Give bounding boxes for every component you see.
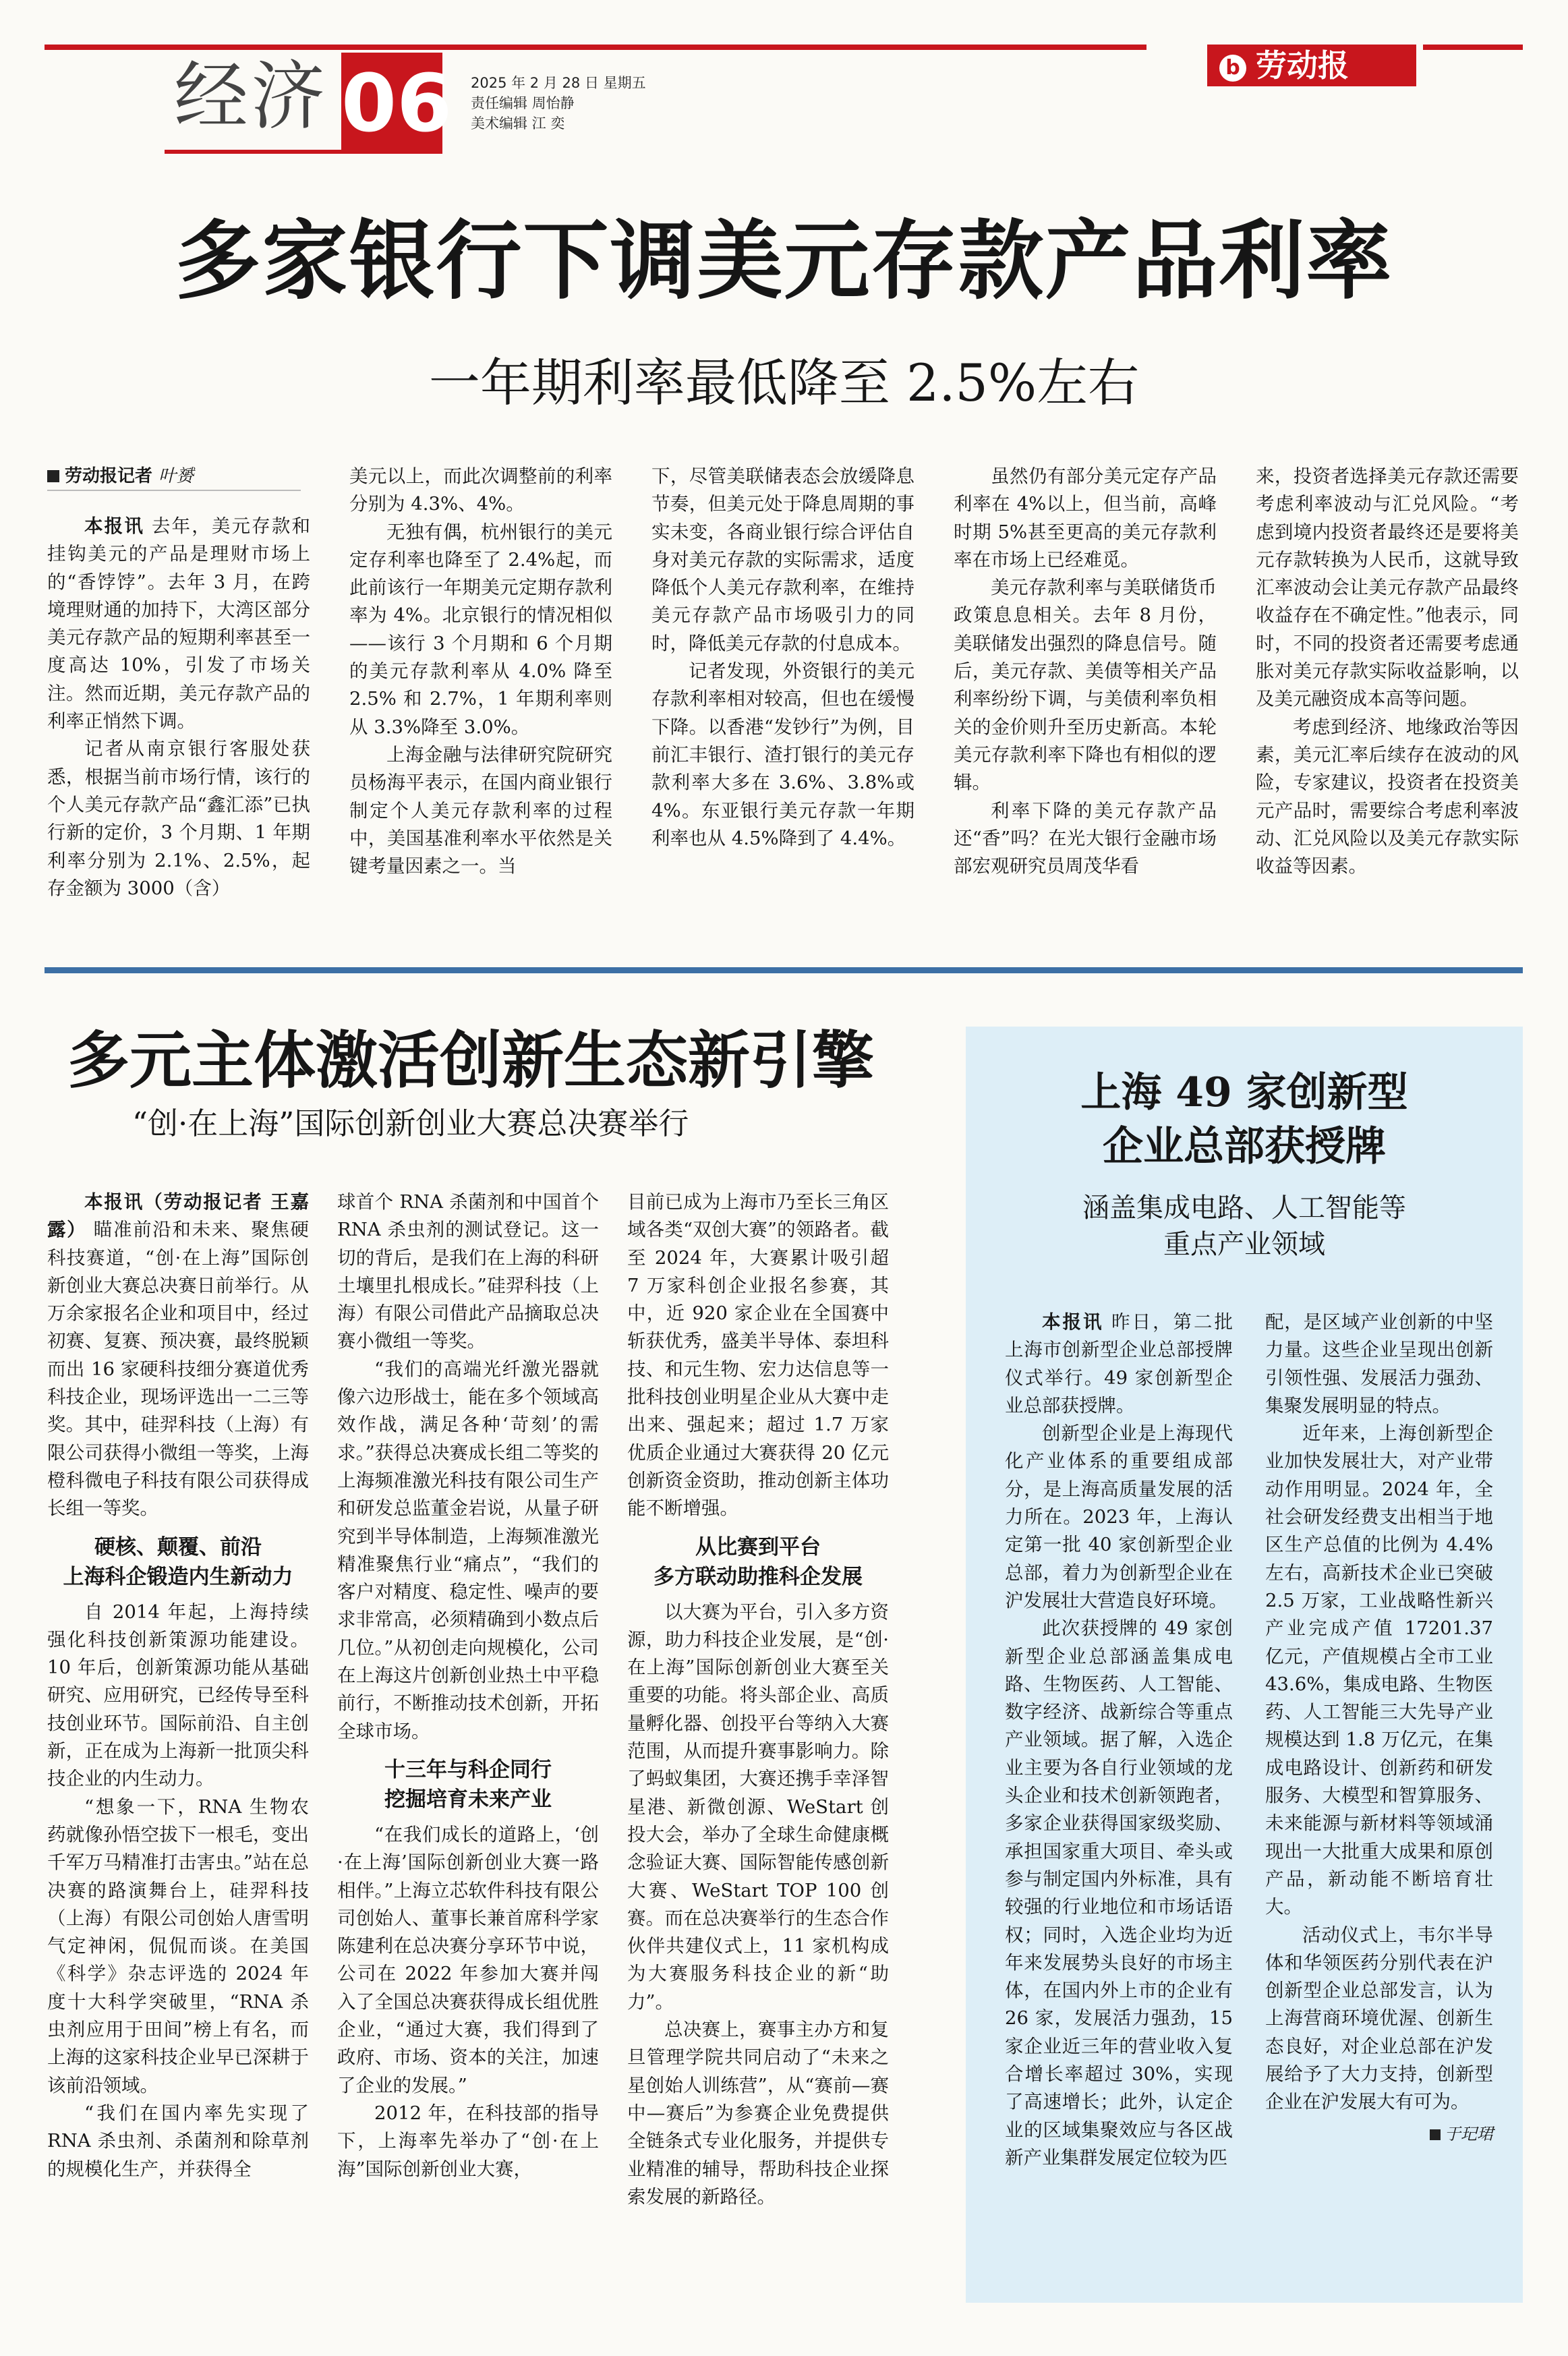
article3-signature: 于玘珺 (1265, 2121, 1493, 2148)
article2-subhead-2: 十三年与科企同行 挖掘培育未来产业 (384, 1757, 552, 1812)
article3-column-2: 配，是区域产业创新的中坚力量。这些企业呈现出创新引领性强、发展活力强劲、集聚发展明显的特点。 近年来，上海创新型企业加快发展壮大，对产业带动作用明显。2024 年，全社会研发经费支出相当于地区生产总值的比例为 4.4%左右，高新技术企业已突破 2.5 万家，工业战略性新兴产业完成产值 17201.37 亿元，产值规模占全市工业 43.6%，集成电路、生物医药、人工智能三大先导产业规模达到 1.8 万亿元，在集成电路设计、创新药和研发服务、大模型和智算服务、未来能源与新材料等领域涌现出一大批重大成果和原创产品，新动能不断培育壮大。 活动仪式上，韦尔半导体和华领医药分别代表在沪创新型企业总部发言，认为上海营商环境优渥、创新生态良好，对企业总部在沪发展给予了大力支持，创新型企业在沪发展大有可为。 于玘珺 (1265, 1309, 1493, 2148)
article1-column-4: 虽然仍有部分美元定存产品利率在 4%以上，但当前，高峰时期 5%甚至更高的美元存款利率在市场上已经难觅。 美元存款利率与美联储货币政策息息相关。去年 8 月份，美联储发出强烈的降息信号。随后，美元存款、美债等相关产品利率纷纷下调，与美债利率负相关的金价则升至历史新高。本轮美元存款利率下降也有相似的逻辑。 利率下降的美元存款产品还“香”吗？在光大银行金融市场部宏观研究员周茂华看 (954, 465, 1217, 878)
article1-column-3: 下，尽管美联储表态会放缓降息节奏，但美元处于降息周期的事实未变，各商业银行综合评估自身对美元存款的实际需求，适度降低个人美元存款利率，在维持美元存款产品市场吸引力的同时，降低美元存款的付息成本。 记者发现，外资银行的美元存款利率相对较高，但也在缓慢下降。以香港“发钞行”为例，目前汇丰银行、渣打银行的美元存款利率大多在 3.6%、3.8%或 4%。东亚银行美元存款一年期利率也从 4.5%降到了 4.4%。 (651, 465, 914, 849)
top-rule-left (45, 45, 1146, 50)
newspaper-logo (1207, 45, 1416, 86)
article2-column-1: 本报讯（劳动报记者 王嘉露） 瞄准前沿和未来、聚焦硬科技赛道，“创·在上海”国际创新创业大赛总决赛日前举行。从万余家报名企业和项目中，经过初赛、复赛、预决赛，最终脱颖而出 16 家硬科技细分赛道优秀科技企业，现场评选出一二三等奖。其中，硅羿科技（上海）有限公司获得小微组一等奖，上海橙科微电子科技有限公司获得成长组一等奖。 硬核、颠覆、前沿 上海科企锻造内生新动力 自 2014 年起，上海持续强化科技创新策源功能建设。10 年后，创新策源功能从基础研究、应用研究，已经传导至科技创业环节。国际前沿、自主创新，正在成为上海新一批顶尖科技企业的内生动力。 “想象一下，RNA 生物农药就像孙悟空拔下一根毛，变出千军万马精准打击害虫。”站在总决赛的路演舞台上，硅羿科技（上海）有限公司创始人唐雪明气定神闲，侃侃而谈。在美国《科学》杂志评选的 2024 年度十大科学突破里，“RNA 杀虫剂应用于田间”榜上有名，而上海的这家科技企业早已深耕于该前沿领域。 “我们在国内率先实现了 RNA 杀虫剂、杀菌剂和除草剂的规模化生产，并获得全 (47, 1191, 310, 2180)
article1-column-1: 本报讯 去年，美元存款和挂钩美元的产品是理财市场上的“香饽饽”。去年 3 月，在跨境理财通的加持下，大湾区部分美元存款产品的短期利率甚至一度高达 10%，引发了市场关注。然而近期，美元存款产品的利率正悄然下调。 记者从南京银行客服处获悉，根据当前市场行情，该行的个人美元存款产品“鑫汇添”已执行新的定价，3 个月期、1 年期利率分别为 2.1%、2.5%，起存金额为 3000（含） (47, 515, 311, 899)
article3-column-1: 本报讯 昨日，第二批上海市创新型企业总部授牌仪式举行。49 家创新型企业总部获授牌。 创新型企业是上海现代化产业体系的重要组成部分，是上海高质量发展的活力所在。2023 年，上海认定第一批 40 家创新型企业总部，着力为创新型企业在沪发展壮大营造良好环境。 此次获授牌的 49 家创新型企业总部涵盖集成电路、生物医药、人工智能、数字经济、战新综合等重点产业领域。据了解，入选企业主要为各自行业领域的龙头企业和技术创新领跑者，多家企业获得国家级奖励、承担国家重大项目、牵头或参与制定国内外标准，具有较强的行业地位和市场话语权；同时，入选企业均为近年来发展势头良好的市场主体，在国内外上市的企业有 26 家，发展活力强劲，15 家企业近三年的营业收入复合增长率超过 30%，实现了高速增长；此外，认定企业的区域集聚效应与各区战新产业集群发展定位较为匹 (1005, 1311, 1233, 2168)
section-name: 经济 (174, 53, 328, 140)
article2-title: 多元主体激活创新生态新引擎 (67, 1024, 875, 1097)
top-rule-right (1423, 45, 1523, 50)
article2-subtitle: “创·在上海”国际创新创业大赛总决赛举行 (132, 1105, 689, 1141)
article2-column-2: 球首个 RNA 杀菌剂和中国首个 RNA 杀虫剂的测试登记。这一切的背后，是我们在上海的科研土壤里扎根成长。”硅羿科技（上海）有限公司借此产品摘取总决赛小微组一等奖。 “我们的高端光纤激光器就像六边形战士，能在多个领域高效作战，满足各种‘苛刻’的需求。”获得总决赛成长组二等奖的上海频准激光科技有限公司生产和研发总监董金岩说，从量子研究到半导体制造，上海频准激光精准聚焦行业“痛点”，“我们的客户对精度、稳定性、噪声的要求非常高，必须精确到小数点后几位。”从初创走向规模化，公司在上海这片创新创业热土中平稳前行，不断推动技术创新，开拓全球市场。 十三年与科企同行 挖掘培育未来产业 “在我们成长的道路上，‘创·在上海’国际创新创业大赛一路相伴。”上海立芯软件科技有限公司创始人、董事长兼首席科学家陈建利在总决赛分享环节中说，公司在 2022 年参加大赛并闯入了全国总决赛获得成长组优胜企业，“通过大赛，我们得到了政府、市场、资本的关注，加速了企业的发展。” 2012 年，在科技部的指导下，上海率先举办了“创·在上海”国际创新创业大赛， (337, 1191, 599, 2180)
article1-byline: 劳动报记者 叶赟 (47, 463, 301, 491)
logo-text: 劳动报 (1256, 47, 1349, 84)
editor-credit: 责任编辑 周怡静 (471, 95, 575, 111)
article3-title: 上海 49 家创新型 企业总部获授牌 (1080, 1069, 1408, 1170)
article1-column-2: 美元以上，而此次调整前的利率分别为 4.3%、4%。 无独有偶，杭州银行的美元定存利率也降至了 2.4%起，而此前该行一年期美元定期存款利率为 4%。北京银行的情况相似——该行 3 个月期和 6 个月期的美元存款利率从 4.0% 降至 2.5% 和 2.7%，1 年期利率则从 3.3%降至 3.0%。 上海金融与法律研究院研究员杨海平表示，在国内商业银行制定个人美元存款利率的过程中，美国基准利率水平依然是关键考量因素之一。当 (349, 465, 612, 878)
article1-title: 多家银行下调美元存款产品利率 (175, 210, 1393, 311)
article1-column-5: 来，投资者选择美元存款还需要考虑利率波动与汇兑风险。“考虑到境内投资者最终还是要将美元存款转换为人民币，这就导致汇率波动会让美元存款产品最终收益存在不确定性。”他表示，同时，不同的投资者还需要考虑通胀对美元存款实际收益影响，以及美元融资成本高等问题。 考虑到经济、地缘政治等因素，美元汇率后续存在波动的风险，专家建议，投资者在投资美元产品时，需要综合考虑利率波动、汇兑风险以及美元存款实际收益等因素。 (1256, 465, 1519, 878)
section-divider (45, 967, 1523, 973)
article2-column-3: 目前已成为上海市乃至长三角区域各类“双创大赛”的领路者。截至 2024 年，大赛累计吸引超 7 万家科创企业报名参赛，其中，近 920 家企业在全国赛中斩获优秀，盛美半导体、泰坦科技、和元生物、宏力达信息等一批科技创业明星企业从大赛中走出来、强起来；超过 1.7 万家优质企业通过大赛获得 20 亿元创新资金资助，推动创新主体功能不断增强。 从比赛到平台 多方联动助推科企发展 以大赛为平台，引入多方资源，助力科技企业发展，是“创·在上海”国际创新创业大赛至关重要的功能。将头部企业、高质量孵化器、创投平台等纳入大赛范围，从而提升赛事影响力。除了蚂蚁集团，大赛还携手幸泽智星港、新微创源、WeStart 创投大会，举办了全球生命健康概念验证大赛、国际智能传感创新大赛、WeStart TOP 100 创赛。而在总决赛举行的生态合作伙伴共建仪式上，11 家机构成为大赛服务科技企业的新“助力”。 总决赛上，赛事主办方和复旦管理学院共同启动了“未来之星创始人训练营”，从“赛前—赛中—赛后”为参赛企业免费提供全链条式专业化服务，并提供专业精准的辅导，帮助科技企业探索发展的新路径。 (627, 1191, 889, 2208)
signature-square-icon (1430, 2129, 1441, 2140)
article2-subhead-1: 硬核、颠覆、前沿 上海科企锻造内生新动力 (63, 1534, 293, 1589)
article1-subtitle: 一年期利率最低降至 2.5%左右 (428, 353, 1140, 413)
article3-subtitle: 涵盖集成电路、人工智能等 重点产业领域 (1082, 1193, 1406, 1260)
article2-subhead-3: 从比赛到平台 多方联动助推科企发展 (654, 1534, 863, 1589)
byline-square-icon (47, 470, 59, 482)
masthead-underline (165, 150, 341, 154)
page-number: 06 (341, 53, 442, 154)
art-editor-credit: 美术编辑 江 奕 (471, 115, 565, 132)
issue-date: 2025 年 2 月 28 日 星期五 (471, 75, 646, 91)
logo-mark-icon: b (1219, 55, 1246, 82)
masthead-info (471, 73, 875, 134)
